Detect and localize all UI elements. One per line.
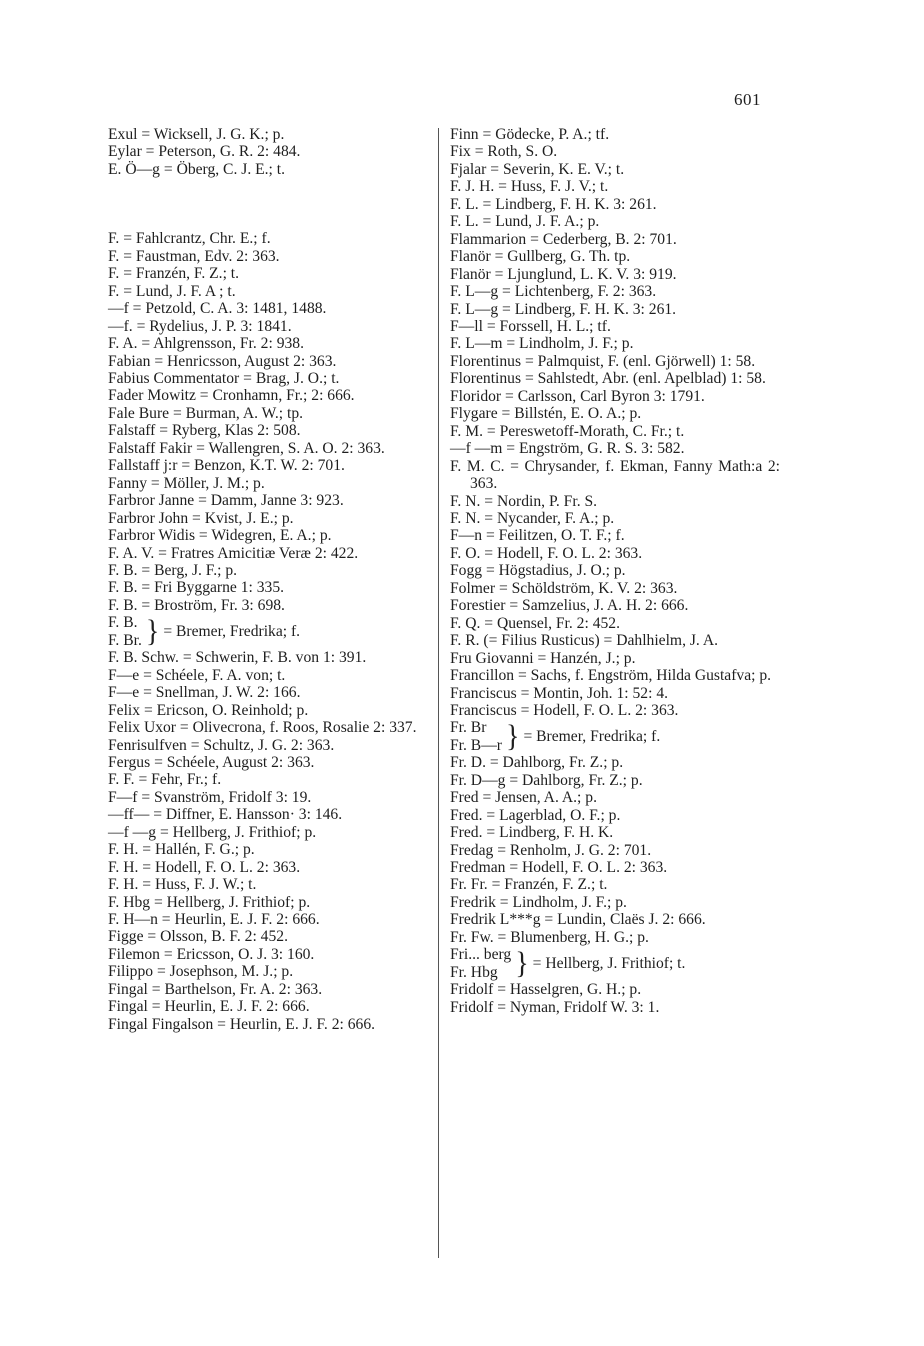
list-item: F. = Lund, J. F. A ; t. (108, 282, 236, 300)
list-item: Fingal = Barthelson, Fr. A. 2: 363. (108, 980, 323, 998)
list-item: Fale Bure = Burman, A. W.; tp. (108, 404, 304, 422)
list-item: E. Ö—g = Öberg, C. J. E.; t. (108, 160, 285, 178)
list-item: Eylar = Peterson, G. R. 2: 484. (108, 143, 301, 161)
list-item: Fjalar = Severin, K. E. V.; t. (450, 160, 625, 178)
list-item: Fabius Commentator = Brag, J. O.; t. (108, 369, 340, 387)
list-item: Farbror John = Kvist, J. E.; p. (108, 509, 294, 527)
list-item: F—e = Schéele, F. A. von; t. (108, 666, 286, 684)
list-item: Fr. Fw. = Blumenberg, H. G.; p. (450, 928, 649, 946)
list-item: Filippo = Josephson, M. J.; p. (108, 963, 294, 981)
list-item: Fingal = Heurlin, E. J. F. 2: 666. (108, 998, 310, 1016)
list-item: F. L—g = Lindberg, F. H. K. 3: 261. (450, 300, 677, 318)
list-item: Exul = Wicksell, J. G. K.; p. (108, 126, 285, 143)
right-column (450, 126, 780, 1016)
list-item: F. H—n = Heurlin, E. J. F. 2: 666. (108, 911, 320, 929)
list-item: Fergus = Schéele, August 2: 363. (108, 753, 315, 771)
list-item: F. H. = Huss, F. J. W.; t. (108, 876, 257, 894)
list-item: F. N. = Nordin, P. Fr. S. (450, 492, 598, 510)
left-column (108, 126, 430, 1033)
list-item: —ff— = Diffner, E. Hansson· 3: 146. (108, 806, 343, 824)
brace-entry (450, 946, 780, 981)
brace-label: Fr. Br (450, 719, 487, 737)
list-item: F. R. (= Filius Rusticus) = Dahlhielm, J. A. (450, 632, 719, 650)
list-item: Fallstaff j:r = Benzon, K.T. W. 2: 701. (108, 457, 345, 475)
list-item: Fred = Jensen, A. A.; p. (450, 789, 597, 807)
brace-label: Fri... berg (450, 946, 512, 964)
list-item: F. Q. = Quensel, Fr. 2: 452. (450, 614, 620, 632)
list-item: Figge = Olsson, B. F. 2: 452. (108, 928, 288, 946)
list-item: F—n = Feilitzen, O. T. F.; f. (450, 527, 625, 545)
list-item: F. = Faustman, Edv. 2: 363. (108, 247, 280, 265)
list-item: Flanör = Ljunglund, L. K. V. 3: 919. (450, 265, 677, 283)
list-item: Florentinus = Sahlstedt, Abr. (enl. Apelblad) 1: 58. (450, 370, 766, 388)
list-item: Franciscus = Hodell, F. O. L. 2: 363. (450, 701, 679, 719)
list-item: —f —g = Hellberg, J. Frithiof; p. (108, 823, 317, 841)
list-item: F. B. = Broström, Fr. 3: 698. (108, 596, 285, 614)
list-item: Finn = Gödecke, P. A.; tf. (450, 126, 610, 143)
list-item: Fred. = Lagerblad, O. F.; p. (450, 806, 621, 824)
list-item: Flanör = Gullberg, G. Th. tp. (450, 248, 631, 266)
list-item: F. = Fahlcrantz, Chr. E.; f. (108, 230, 271, 248)
brace-label: F. Br. (108, 631, 142, 649)
list-item: Fix = Roth, S. O. (450, 143, 558, 161)
list-item: Fred. = Lindberg, F. H. K. (450, 824, 614, 842)
list-item: F. A. = Ahlgrensson, Fr. 2: 938. (108, 335, 304, 353)
list-item: Fingal Fingalson = Heurlin, E. J. F. 2: 666. (108, 1015, 376, 1033)
list-item: Fredrik = Lindholm, J. F.; p. (450, 893, 627, 911)
list-item: Fabian = Henricsson, August 2: 363. (108, 352, 337, 370)
brace-entry (450, 719, 780, 754)
list-item: Fredrik L***g = Lundin, Claës J. 2: 666. (450, 911, 706, 929)
list-item: F. N. = Nycander, F. A.; p. (450, 509, 615, 527)
list-item: Felix = Ericson, O. Reinhold; p. (108, 701, 309, 719)
brace-entry (108, 614, 430, 649)
column-divider (438, 128, 439, 1258)
brace-icon: } (515, 946, 529, 981)
list-item: F. M. C. = Chrysander, f. Ekman, Fanny Math:a 2: 363. (450, 457, 780, 493)
list-item: F. B. = Berg, J. F.; p. (108, 561, 238, 579)
list-item: —f. = Rydelius, J. P. 3: 1841. (108, 317, 292, 335)
list-item: Fredman = Hodell, F. O. L. 2: 363. (450, 859, 668, 877)
brace-label: Fr. B—r (450, 736, 502, 754)
brace-label: Fr. Hbg (450, 963, 498, 981)
list-item: Fogg = Högstadius, J. O.; p. (450, 562, 626, 580)
list-item: F. M. = Pereswetoff-Morath, C. Fr.; t. (450, 422, 685, 440)
brace-icon: } (145, 614, 160, 649)
list-item: F. L. = Lindberg, F. H. K. 3: 261. (450, 195, 657, 213)
list-item: —f —m = Engström, G. R. S. 3: 582. (450, 440, 685, 458)
list-item: Flammarion = Cederberg, B. 2: 701. (450, 230, 677, 248)
list-item: —f = Petzold, C. A. 3: 1481, 1488. (108, 300, 327, 318)
list-item: Fredag = Renholm, J. G. 2: 701. (450, 841, 652, 859)
list-item: F. A. V. = Fratres Amicitiæ Veræ 2: 422. (108, 544, 359, 562)
list-item: F—e = Snellman, J. W. 2: 166. (108, 684, 301, 702)
list-item: Fr. Fr. = Franzén, F. Z.; t. (450, 876, 608, 894)
list-item: Flygare = Billstén, E. O. A.; p. (450, 405, 642, 423)
list-item: F. J. H. = Huss, F. J. V.; t. (450, 178, 609, 196)
list-item: Fridolf = Hasselgren, G. H.; p. (450, 981, 642, 999)
list-item: Falstaff Fakir = Wallengren, S. A. O. 2: 363. (108, 439, 385, 457)
brace-label: F. B. (108, 614, 138, 632)
list-item: Farbror Janne = Damm, Janne 3: 923. (108, 492, 344, 510)
list-item: Floridor = Carlsson, Carl Byron 3: 1791. (450, 387, 705, 405)
list-item: F. H. = Hodell, F. O. L. 2: 363. (108, 858, 301, 876)
page-number: 601 (734, 90, 761, 109)
list-item: Fridolf = Nyman, Fridolf W. 3: 1. (450, 998, 660, 1016)
list-item: F. L. = Lund, J. F. A.; p. (450, 213, 600, 231)
brace-value: = Hellberg, J. Frithiof; t. (532, 955, 686, 973)
list-item: Fanny = Möller, J. M.; p. (108, 474, 265, 492)
section-gap (108, 178, 430, 230)
list-item: F. B. Schw. = Schwerin, F. B. von 1: 391. (108, 649, 367, 667)
list-item: Francillon = Sachs, f. Engström, Hilda Gustafva; p. (450, 667, 772, 685)
list-item: Falstaff = Ryberg, Klas 2: 508. (108, 422, 301, 440)
list-item: Fr. D—g = Dahlborg, Fr. Z.; p. (450, 771, 643, 789)
list-item: Felix Uxor = Olivecrona, f. Roos, Rosalie 2: 337. (108, 719, 417, 737)
list-item: F. Hbg = Hellberg, J. Frithiof; p. (108, 893, 311, 911)
list-item: Forestier = Samzelius, J. A. H. 2: 666. (450, 597, 689, 615)
list-item: F. L—m = Lindholm, J. F.; p. (450, 335, 634, 353)
list-item: F. H. = Hallén, F. G.; p. (108, 841, 255, 859)
list-item: F. F. = Fehr, Fr.; f. (108, 771, 222, 789)
list-item: F. O. = Hodell, F. O. L. 2: 363. (450, 544, 643, 562)
brace-icon: } (506, 719, 520, 754)
list-item: Florentinus = Palmquist, F. (enl. Gjörwell) 1: 58. (450, 352, 756, 370)
list-item: Folmer = Schöldström, K. V. 2: 363. (450, 579, 678, 597)
list-item: Fader Mowitz = Cronhamn, Fr.; 2: 666. (108, 387, 355, 405)
list-item: Fenrisulfven = Schultz, J. G. 2: 363. (108, 736, 335, 754)
list-item: F. L—g = Lichtenberg, F. 2: 363. (450, 283, 657, 301)
list-item: Farbror Widis = Widegren, E. A.; p. (108, 527, 332, 545)
brace-value: = Bremer, Fredrika; f. (523, 728, 661, 746)
list-item: F—ll = Forssell, H. L.; tf. (450, 317, 611, 335)
list-item: F—f = Svanström, Fridolf 3: 19. (108, 788, 312, 806)
list-item: Fru Giovanni = Hanzén, J.; p. (450, 649, 636, 667)
list-item: Filemon = Ericsson, O. J. 3: 160. (108, 945, 315, 963)
list-item: Fr. D. = Dahlborg, Fr. Z.; p. (450, 754, 624, 772)
list-item: F. B. = Fri Byggarne 1: 335. (108, 579, 285, 597)
brace-value: = Bremer, Fredrika; f. (163, 623, 301, 641)
list-item: F. = Franzén, F. Z.; t. (108, 265, 240, 283)
list-item: Franciscus = Montin, Joh. 1: 52: 4. (450, 684, 669, 702)
